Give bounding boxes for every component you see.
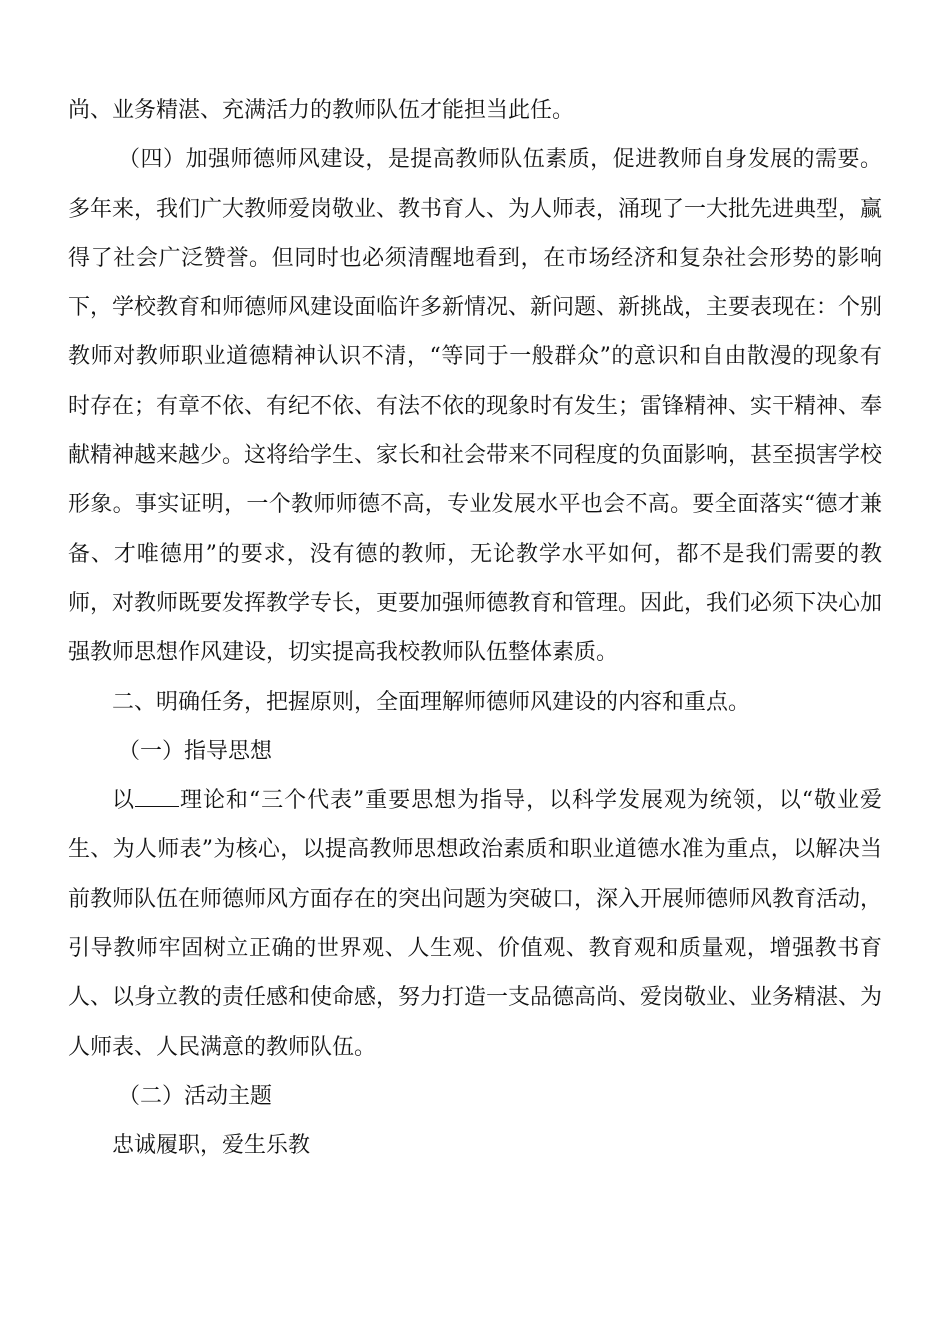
paragraph-guiding-ideology	[68, 776, 882, 1072]
paragraph-activity-theme: 忠诚履职，爱生乐教	[112, 1133, 311, 1159]
paragraph-guiding-ideology-start: 以	[112, 788, 135, 814]
heading-section-two: 二、明确任务，把握原则，全面理解师德师风建设的内容和重点。	[112, 689, 751, 715]
paragraph-continuation: 尚、业务精湛、充满活力的教师队伍才能担当此任。	[68, 98, 575, 123]
paragraph-section-four: （四）加强师德师风建设，是提高教师队伍素质，促进教师自身发展的需要。多年来，我们广大教师爱岗敬业、教书育人、为人师表，涌现了一大批先进典型，赢得了社会广泛赞誉。但同时也必须清醒地看到，在市场经济和复杂社会形势的影响下，学校教育和师德师风建设面临许多新情况、新问题、新挑战，主要表现在：个别教师对教师职业道德精神认识不清，“等同于一般群众”的意识和自由散漫的现象有时存在；有章不依、有纪不依、有法不依的现象时有发生；雷锋精神、实干精神、奉献精神越来越少。这将给学生、家长和社会带来不同程度的负面影响，甚至损害学校形象。事实证明，一个教师师德不高，专业发展水平也会不高。要全面落实“德才兼备、才唯德用”的要求，没有德的教师，无论教学水平如何，都不是我们需要的教师，对教师既要发挥教学专长，更要加强师德教育和管理。因此，我们必须下决心加强教师思想作风建设，切实提高我校教师队伍整体素质。	[68, 147, 883, 666]
blank-underline	[135, 788, 179, 807]
heading-activity-theme: （二）活动主题	[118, 1083, 273, 1109]
heading-guiding-ideology: （一）指导思想	[118, 738, 273, 764]
paragraph-guiding-ideology-rest: 理论和“三个代表”重要思想为指导，以科学发展观为统领，以“敬业爱生、为人师表”为核心，以提高教师思想政治素质和职业道德水准为重点，以解决当前教师队伍在师德师风方面存在的突出问题为突破口，深入开展师德师风教育活动，引导教师牢固树立正确的世界观、人生观、价值观、教育观和质量观，增强教书育人、以身立教的责任感和使命感，努力打造一支品德高尚、爱岗敬业、业务精湛、为人师表、人民满意的教师队伍。	[68, 788, 883, 1060]
document-body	[68, 86, 882, 1171]
